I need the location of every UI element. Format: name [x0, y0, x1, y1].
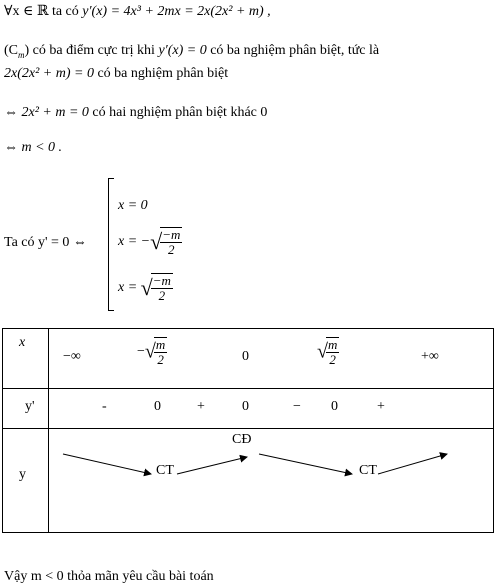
x-values-cell — [49, 329, 494, 389]
sqrt-icon: √ — [144, 340, 156, 363]
row-label-cell — [3, 389, 49, 429]
condition-formula: y′(x) = 0 — [158, 43, 207, 58]
equation-formula: 2x(2x² + m) = 0 — [4, 66, 94, 81]
root-positive-prefix: x = — [118, 280, 141, 296]
system-root-positive — [118, 268, 173, 308]
system-lead: Ta có y' = 0 ⇔ — [4, 235, 87, 250]
sign-minus: − — [293, 399, 301, 414]
sign-plus: + — [377, 399, 385, 414]
y-min-label: CT — [156, 463, 174, 478]
system-root-negative — [118, 222, 182, 262]
fraction-denominator: 2 — [168, 242, 175, 257]
sqrt-icon: √ — [317, 340, 328, 363]
sqrt-icon: √ — [140, 275, 153, 300]
sign-plus: + — [197, 399, 205, 414]
y-values-cell — [49, 429, 494, 533]
x-neg-infinity: −∞ — [63, 349, 81, 364]
fraction-denominator: 2 — [158, 288, 166, 303]
row-label-cell — [3, 329, 49, 389]
curve-label: (C — [4, 43, 18, 58]
arrow-decrease — [259, 454, 352, 474]
equation-line — [4, 66, 228, 82]
variation-table — [2, 328, 494, 533]
quadratic-line — [4, 105, 267, 121]
y-min-label: CT — [359, 463, 377, 478]
quadratic-formula: ⇔ 2x² + m = 0 — [4, 105, 89, 120]
arrow-increase — [378, 454, 447, 474]
derivative-formula: y′(x) = 4x³ + 2mx = 2x(2x² + m) , — [82, 4, 271, 19]
table-row-yprime — [3, 389, 494, 429]
fraction-denominator: 2 — [329, 352, 336, 367]
yprime-values-cell — [49, 389, 494, 429]
system-root-zero: x = 0 — [118, 198, 148, 213]
system-bracket — [108, 178, 114, 311]
table-row-y — [3, 429, 494, 533]
variation-arrows — [49, 429, 489, 533]
x-root-positive — [317, 337, 339, 367]
condition-tail: có ba nghiệm phân biệt, tức là — [206, 43, 380, 58]
root-negative-fraction — [160, 227, 182, 257]
result-formula: ⇔ m < 0 . — [4, 140, 63, 155]
fraction-numerator: m — [327, 337, 338, 352]
derivative-line — [4, 3, 271, 20]
derivative-intro: ∀x ∈ ℝ ta có — [4, 4, 83, 19]
y-label: y — [19, 467, 26, 482]
x-root-negative — [137, 337, 167, 367]
arrow-decrease — [63, 454, 151, 474]
fraction-numerator: −m — [152, 273, 171, 288]
sign-zero: 0 — [331, 399, 338, 414]
sqrt-icon: √ — [150, 229, 163, 254]
row-label-cell — [3, 429, 49, 533]
sign-minus: - — [102, 399, 107, 414]
fraction-numerator: −m — [162, 227, 181, 242]
root-positive-fraction — [151, 273, 173, 303]
x-zero: 0 — [242, 349, 249, 364]
conclusion: Vậy m < 0 thỏa mãn yêu cầu bài toán — [4, 569, 214, 584]
quadratic-tail: có hai nghiệm phân biệt khác 0 — [88, 105, 268, 120]
sign-zero: 0 — [242, 399, 249, 414]
x-label: x — [19, 335, 26, 350]
equation-tail: có ba nghiệm phân biệt — [93, 66, 229, 81]
condition-line — [4, 43, 379, 59]
table-row-x — [3, 329, 494, 389]
fraction-numerator: m — [155, 337, 166, 352]
yprime-label: y' — [25, 399, 35, 414]
x-root-fraction — [326, 337, 339, 367]
sign-zero: 0 — [154, 399, 161, 414]
fraction-denominator: 2 — [157, 352, 164, 367]
condition-text: ) có ba điểm cực trị khi — [24, 43, 159, 58]
result-line — [4, 140, 62, 156]
y-max-label: CĐ — [232, 432, 252, 447]
x-root-fraction — [154, 337, 167, 367]
root-minus-sign: − — [137, 344, 145, 360]
curve-subscript: m — [18, 49, 25, 60]
root-negative-prefix: x = − — [118, 234, 151, 250]
arrow-increase — [177, 457, 247, 474]
x-pos-infinity: +∞ — [421, 349, 439, 364]
